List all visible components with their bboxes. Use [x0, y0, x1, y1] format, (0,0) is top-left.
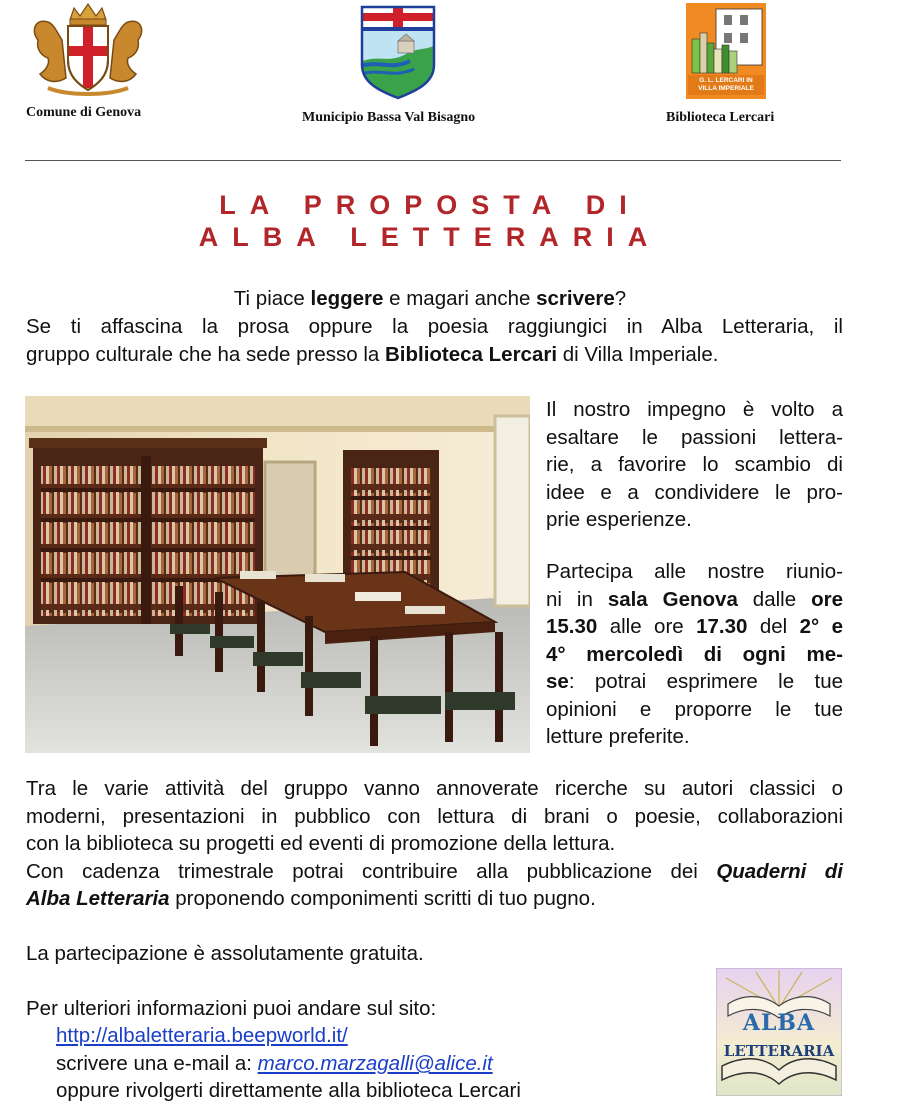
side-p2-line-2: ni in sala Genova dalle ore	[546, 587, 843, 611]
page-title-line-2: ALBA LETTERARIA	[198, 222, 662, 252]
side-p1-line-5: prie esperienze.	[546, 508, 692, 531]
alba-logo-word-2: LETTERARIA	[723, 1042, 835, 1060]
side-paragraph-meetings	[546, 558, 843, 751]
contact-line: oppure rivolgerti direttamente alla biblioteca Lercari	[56, 1079, 521, 1102]
email-line: scrivere una e-mail a: marco.marzagalli@alice.it	[56, 1052, 493, 1075]
activities-line-1: Tra le varie attività del gruppo vanno annoverate ricerche su autori classici o	[26, 777, 843, 800]
activities-paragraph	[26, 775, 843, 913]
activities-line-3: con la biblioteca su progetti ed eventi di promozione della lettura.	[26, 832, 616, 855]
lercari-logo-text: G. L. LERCARI IN VILLA IMPERIALE	[698, 77, 754, 92]
side-p1-line-2: esaltare le passioni lettera-	[546, 425, 843, 449]
logo-caption-biblioteca: Biblioteca Lercari	[666, 110, 775, 125]
page-title-line-1: LA PROPOSTA DI	[219, 190, 641, 220]
activities-line-5: Alba Letteraria proponendo componimenti scritti di tuo pugno.	[26, 887, 596, 910]
reading-room-image	[25, 396, 530, 753]
intro-question: Ti piace leggere e magari anche scrivere?	[233, 287, 627, 310]
municipio-shield-icon	[358, 3, 438, 100]
alba-logo-word-1: ALBA	[742, 1010, 816, 1036]
side-p2-line-7: letture preferite.	[546, 725, 690, 748]
side-p2-line-1: Partecipa alle nostre riunio-	[546, 560, 843, 583]
activities-line-4: Con cadenza trimestrale potrai contribuire alla pubblicazione dei Quaderni di	[26, 859, 844, 883]
side-p1-line-3: rie, a favorire lo scambio di	[546, 453, 843, 476]
intro-paragraph	[26, 313, 843, 368]
header-divider	[25, 160, 841, 161]
biblioteca-lercari-logo	[686, 3, 766, 99]
comune-genova-crest	[28, 0, 148, 100]
email-link[interactable]: marco.marzagalli@alice.it	[257, 1052, 493, 1075]
side-p2-line-4: 4° mercoledì di ogni me-	[546, 642, 843, 666]
side-p2-line-6: opinioni e proporre le tue	[546, 697, 843, 721]
intro-line-3: gruppo culturale che ha sede presso la Biblioteca Lercari di Villa Imperiale.	[26, 342, 719, 366]
alba-letteraria-logo	[716, 968, 842, 1096]
library-room-photo	[25, 396, 530, 753]
logo-caption-comune: Comune di Genova	[26, 105, 142, 120]
side-paragraph-commitment	[546, 396, 843, 534]
municipio-shield	[358, 3, 438, 100]
website-link[interactable]: http://albaletteraria.beepworld.it/	[56, 1024, 348, 1047]
side-p1-line-4: idee e a condividere le pro-	[546, 480, 843, 504]
side-p2-line-3: 15.30 alle ore 17.30 del 2° e	[546, 615, 844, 638]
website-line	[56, 1022, 348, 1050]
side-p2-line-5: se: potrai esprimere le tue	[546, 670, 843, 693]
genova-crest-icon	[28, 0, 148, 100]
side-p1-line-1: Il nostro impegno è volto a	[546, 398, 843, 421]
intro-line-2: Se ti affascina la prosa oppure la poesia raggiungici in Alba Letteraria, il	[26, 315, 843, 338]
free-participation-note: La partecipazione è assolutamente gratuita.	[26, 942, 424, 965]
logo-caption-municipio: Municipio Bassa Val Bisagno	[302, 110, 476, 125]
activities-line-2: moderni, presentazioni in pubblico con lettura di brani o poesie, collaborazioni	[26, 804, 843, 828]
info-intro: Per ulteriori informazioni puoi andare sul sito:	[26, 997, 437, 1020]
